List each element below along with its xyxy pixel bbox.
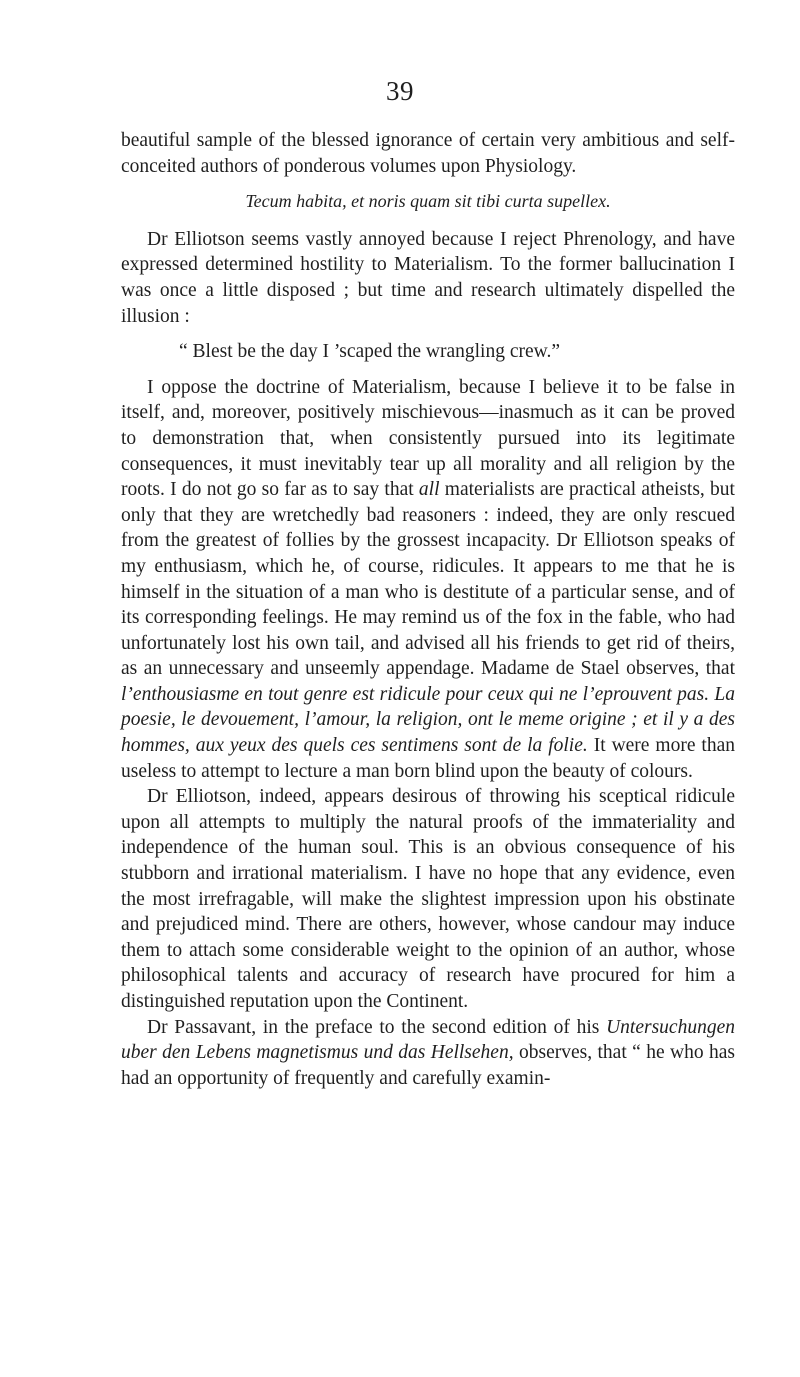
page-number: 39 (386, 76, 414, 106)
body-text (121, 128, 735, 1091)
french-quotation: l’enthousiasme en tout genre est ridicule pour ceux qui ne l’eprouvent pas. La poesie, le devouement, l’amour, la religion, ont le meme origine ; et il y a des hommes, aux yeux des quels ces sentimens sont de la folie. (121, 683, 735, 757)
text-run: It were more than useless to attempt to lecture a man born blind upon the beauty of colours. (121, 735, 735, 782)
text-run: I oppose the doctrine of Materialism, because I believe it to be false in itself, and, moreover, positively mischievous—inasmuch as it can be proved to demonstration that, when consistently pursued into its legitimate consequences, it must inevitably tear up all morality and all religion by the roots. I do not go so far as to say that (121, 376, 735, 501)
emphasis-all: all (418, 479, 440, 501)
latin-epigraph: Tecum habita, et noris quam sit tibi curta supellex. (245, 191, 611, 212)
paragraph-continuation: beautiful sample of the blessed ignorance of certain very ambitious and self-conceited authors of ponderous volumes upon Physiology. (121, 130, 735, 177)
paragraph-materialism (121, 375, 735, 785)
paragraph-ridicule: Dr Elliotson, indeed, appears desirous of throwing his sceptical ridicule upon all attempts to multiply the natural proofs of the immateriality and independence of the human soul. This is an obvious consequence of his stubborn and irrational materialism. I have no hope that any evidence, even the most irrefragable, will make the slightest impression upon his obstinate and prejudiced mind. There are others, however, whose candour may induce them to attach some considerable weight to the opinion of an author, whose philosophical talents and accuracy of research have procured for him a distinguished reputation upon the Continent. (121, 786, 735, 1012)
text-run: materialists are practical atheists, but only that they are wretchedly bad reasoners : indeed, they are only rescued from the greatest of follies by the grossest incapacity. Dr Elliotson speaks of my enthusiasm, which he, of course, ridicules. It appears to me that he is himself in the situation of a man who is destitute of a particular sense, and of its corresponding feelings. He may remind us of the fox in the fable, who had unfortunately lost his own tail, and advised all his friends to get rid of theirs, as an unnecessary and unseemly appendage. Madame de Stael observes, that (121, 479, 735, 680)
quotation-line: “ Blest be the day I ’scaped the wrangling crew.” (179, 341, 561, 363)
book-title: Untersuchungen uber den Lebens magnetismus und das Hellsehen, (121, 1016, 735, 1064)
text-run: observes, that “ he who has had an opportunity of frequently and carefully examin- (121, 1042, 735, 1089)
paragraph-phrenology: Dr Elliotson seems vastly annoyed because I reject Phrenology, and have expressed determined hostility to Materialism. To the former ballucination I was once a little disposed ; but time and research ultimately dispelled the illusion : (121, 228, 735, 327)
paragraph-passavant (121, 1015, 735, 1092)
text-run: Dr Passavant, in the preface to the second edition of his (147, 1016, 607, 1038)
